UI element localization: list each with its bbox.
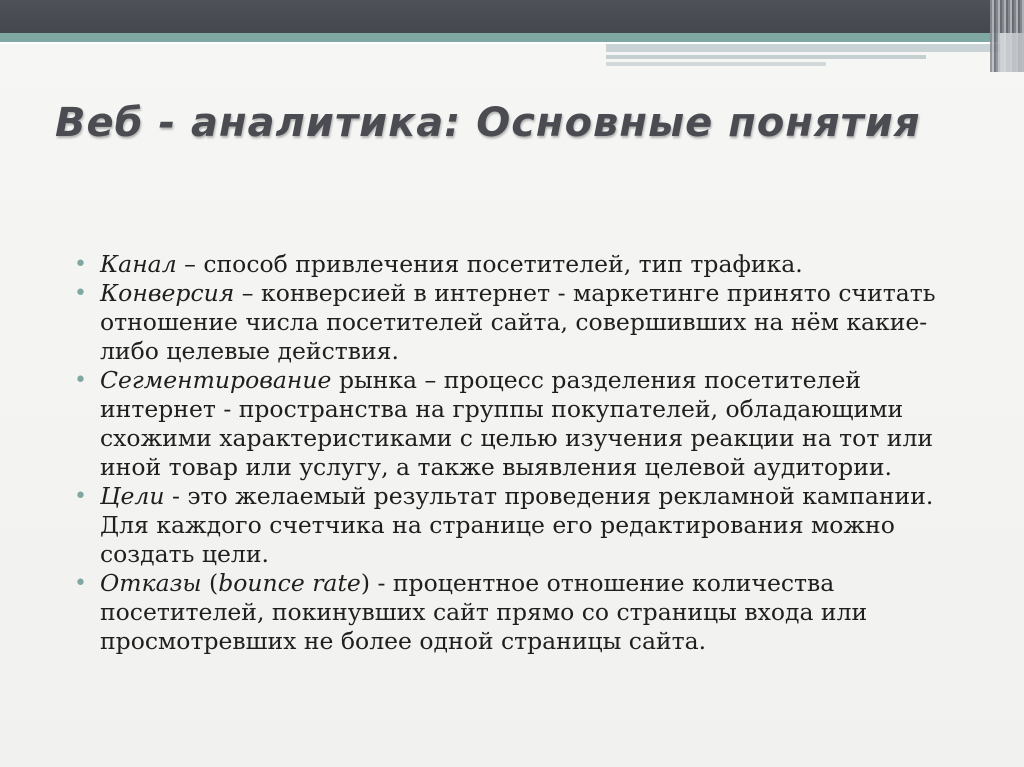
corner-decoration-shade <box>1000 33 1024 72</box>
term-channel: Канал <box>100 250 177 278</box>
list-item-conversion <box>70 279 970 366</box>
definition-segmentation: рынка – процесс разделения посетителей интернет - пространства на группы покупателей, обладающими схожими характеристиками с целью изучения реакции на тот или иной товар или услугу, а также выявления целевой аудитории. <box>100 366 934 481</box>
definitions-list <box>70 250 970 656</box>
term-goals: Цели <box>100 482 165 510</box>
list-item-channel <box>70 250 970 279</box>
term-segmentation: Сегментирование <box>100 366 332 394</box>
definition-bounces-paren: ( <box>201 569 219 597</box>
definition-goals: - это желаемый результат проведения рекламной кампании. Для каждого счетчика на странице его редактирования можно создать цели. <box>100 482 934 568</box>
list-item-bounces <box>70 569 970 656</box>
header-dark-band <box>0 0 1024 33</box>
bullet-icon: • <box>74 484 87 509</box>
definition-bounces: ) - процентное отношение количества посетителей, покинувших сайт прямо со страницы входа или просмотревших не более одной страницы сайта. <box>100 569 868 655</box>
bullet-icon: • <box>74 368 87 393</box>
bullet-icon: • <box>74 252 87 277</box>
bullet-icon: • <box>74 281 87 306</box>
slide-title: Веб - аналитика: Основные понятия <box>55 100 921 146</box>
header-light-stripe-3 <box>606 62 826 66</box>
header-light-stripe <box>606 44 1000 52</box>
header-teal-band <box>0 33 998 42</box>
list-item-goals <box>70 482 970 569</box>
term-bounce-rate: bounce rate <box>218 569 361 597</box>
header-light-stripe-2 <box>606 55 926 59</box>
term-bounces: Отказы <box>100 569 202 597</box>
term-conversion: Конверсия <box>100 279 235 307</box>
definition-conversion: – конверсией в интернет - маркетинге принято считать отношение числа посетителей сайта, совершивших на нём какие-либо целевые действия. <box>100 279 936 365</box>
definition-channel: – способ привлечения посетителей, тип трафика. <box>176 250 803 278</box>
bullet-icon: • <box>74 571 87 596</box>
list-item-segmentation <box>70 366 970 482</box>
